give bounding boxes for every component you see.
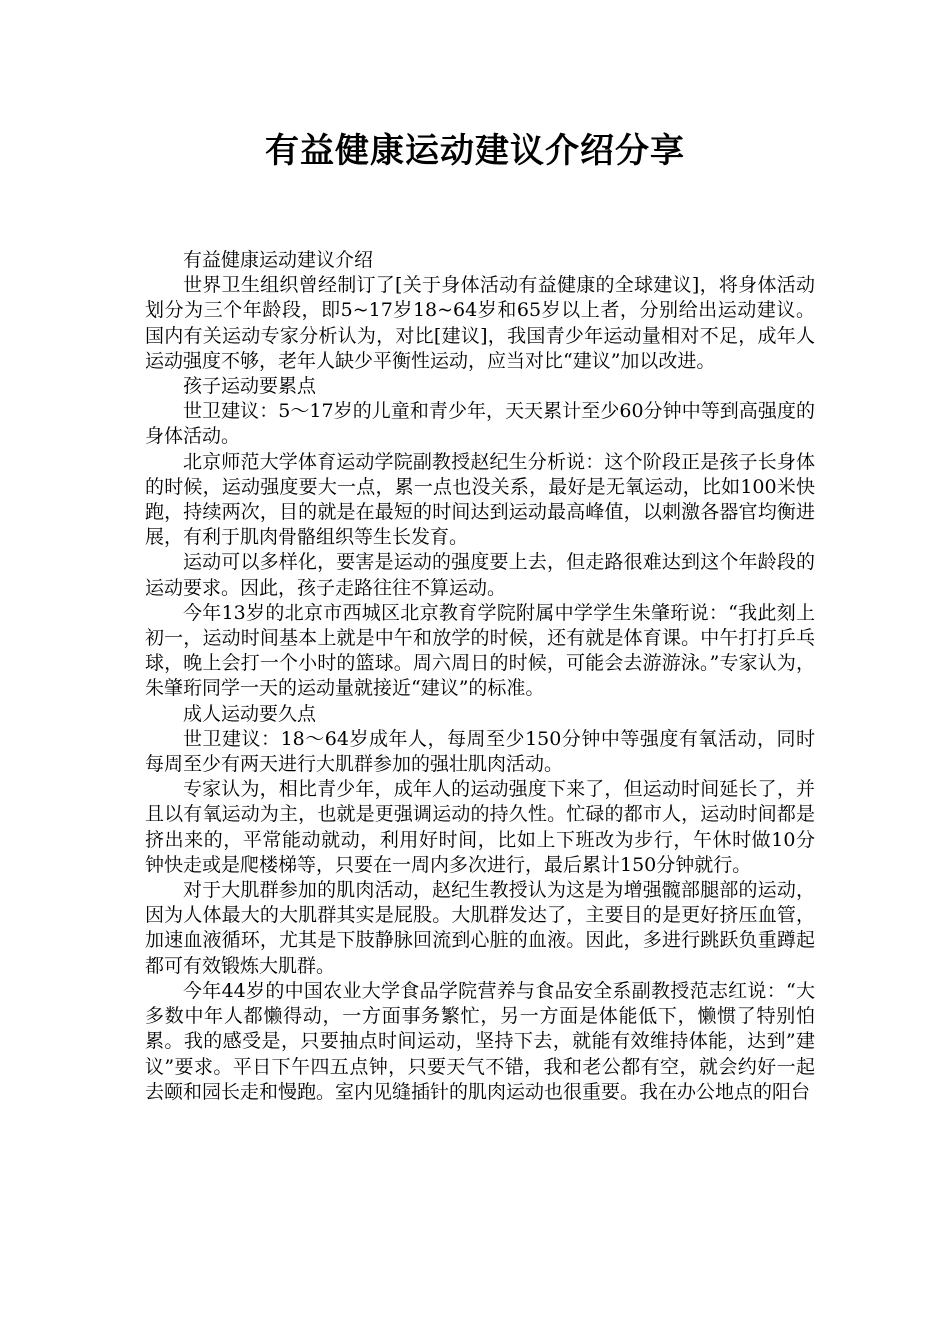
paragraph: 对于大肌群参加的肌肉活动，赵纪生教授认为这是为增强髋部腿部的运动，因为人体最大的大肌群其实是屁股。大肌群发达了，主要目的是更好挤压血管，加速血液循环，尤其是下肢静脉回流到心脏的血液。因此，多进行跳跃负重蹲起都可有效锻炼大肌群。: [145, 879, 815, 977]
paragraph: 世卫建议：5～17岁的儿童和青少年，天天累计至少60分钟中等到高强度的身体活动。: [145, 400, 815, 448]
section-heading-adults: 成人运动要久点: [183, 702, 317, 725]
document-title: 有益健康运动建议介绍分享: [265, 131, 685, 171]
paragraph: 今年13岁的北京市西城区北京教育学院附属中学学生朱肇珩说：“我此刻上初一，运动时间基本上就是中午和放学的时候，还有就是体育课。中午打打乒乓球，晚上会打一个小时的篮球。周六周日的时候，可能会去游游泳。”专家认为，朱肇珩同学一天的运动量就接近“建议”的标准。: [145, 601, 815, 700]
paragraph: 运动可以多样化，要害是运动的强度要上去，但走路很难达到这个年龄段的运动要求。因此，孩子走路往往不算运动。: [145, 551, 815, 599]
paragraph: 专家认为，相比青少年，成年人的运动强度下来了，但运动时间延长了，并且以有氧运动为主，也就是更强调运动的持久性。忙碌的都市人，运动时间都是挤出来的，平常能动就动，利用好时间，比如上下班改为步行，午休时做10分钟快走或是爬楼梯等，只要在一周内多次进行，最后累计150分钟就行。: [145, 778, 815, 876]
paragraph: 世卫建议：18～64岁成年人，每周至少150分钟中等强度有氧活动，同时每周至少有两天进行大肌群参加的强壮肌肉活动。: [145, 727, 815, 776]
paragraph: 今年44岁的中国农业大学食品学院营养与食品安全系副教授范志红说：“大多数中年人都懒得动，一方面事务繁忙，另一方面是体能低下，懒惯了特别怕累。我的感受是，只要抽点时间运动，坚持下去，就能有效维持体能，达到”建议”要求。平日下午四五点钟，只要天气不错，我和老公都有空，就会约好一起去颐和园长走和慢跑。室内见缝插针的肌肉运动也很重要。我在办公地点的阳台: [145, 979, 815, 1103]
paragraph-subtitle: 有益健康运动建议介绍: [183, 249, 374, 271]
section-heading-children: 孩子运动要累点: [183, 375, 317, 398]
paragraph: 北京师范大学体育运动学院副教授赵纪生分析说：这个阶段正是孩子长身体的时候，运动强度要大一点，累一点也没关系，最好是无氧运动，比如100米快跑，持续两次，目的就是在最短的时间达到运动最高峰值，以刺激各器官均衡进展，有利于肌肉骨骼组织等生长发育。: [145, 450, 815, 549]
document-body: [145, 248, 815, 1105]
paragraph-intro: 世界卫生组织曾经制订了[关于身体活动有益健康的全球建议]，将身体活动划分为三个年龄段，即5~17岁18~64岁和65岁以上者，分别给出运动建议。国内有关运动专家分析认为，对比[建议]，我国青少年运动量相对不足，成年人运动强度不够，老年人缺少平衡性运动，应当对比“建议”加以改进。: [145, 274, 815, 372]
